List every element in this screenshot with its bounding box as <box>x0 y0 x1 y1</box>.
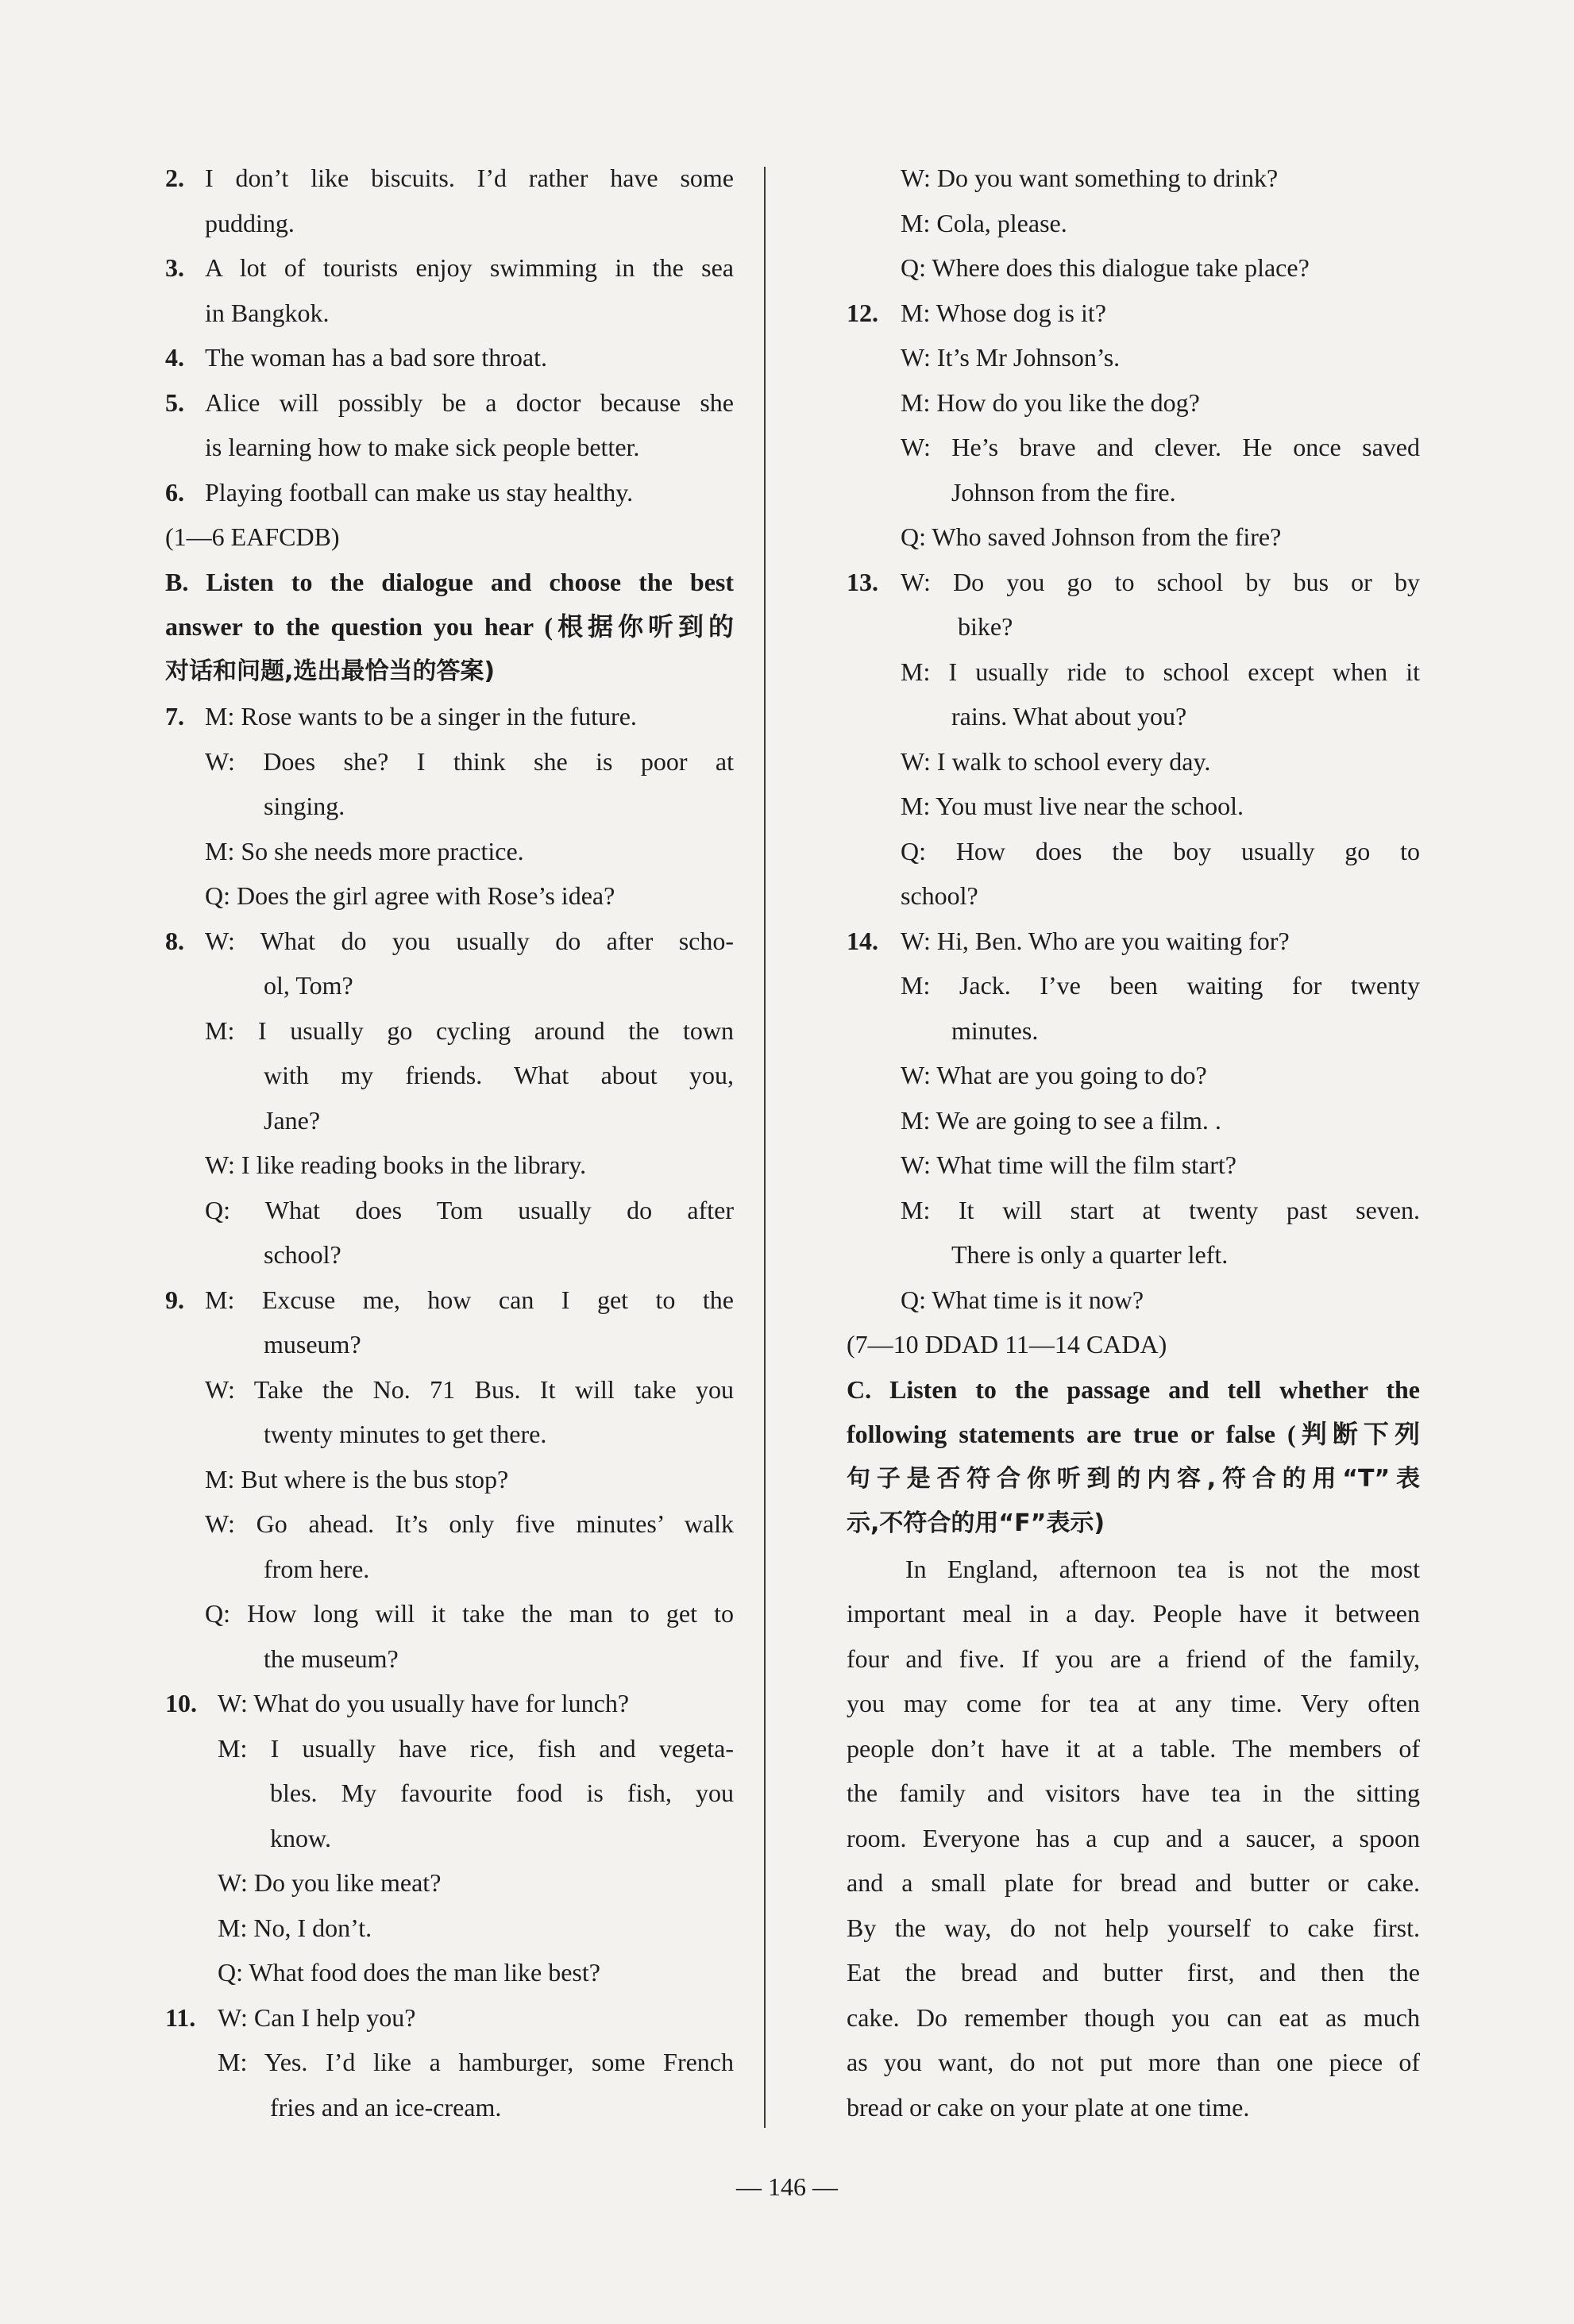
text-line <box>165 1098 734 1143</box>
question-number: 11. <box>165 2002 196 2032</box>
line-text: W: He’s brave and clever. He once saved <box>901 433 1420 461</box>
question-number: 14. <box>847 926 878 955</box>
text-line <box>847 1547 1420 1592</box>
text-line <box>847 1053 1420 1098</box>
text-line <box>847 1457 1420 1502</box>
line-text: There is only a quarter left. <box>951 1240 1229 1269</box>
line-text: B. Listen to the dialogue and choose the best <box>165 567 734 596</box>
line-text: from here. <box>264 1554 370 1583</box>
line-text: A lot of tourists enjoy swimming in the sea <box>205 253 734 282</box>
text-line <box>847 2085 1420 2130</box>
line-text: singing. <box>264 792 345 820</box>
text-line <box>165 380 734 426</box>
text-line <box>165 156 734 201</box>
line-text: Q: Where does this dialogue take place? <box>901 253 1310 282</box>
line-text: Q: How long will it take the man to get to <box>205 1599 734 1628</box>
text-line <box>847 1906 1420 1951</box>
text-line <box>165 1367 734 1413</box>
line-text: W: Hi, Ben. Who are you waiting for? <box>901 926 1290 955</box>
line-text: M: But where is the bus stop? <box>205 1464 509 1493</box>
line-text: know. <box>270 1823 332 1852</box>
text-line <box>847 1591 1420 1636</box>
line-text: people don’t have it at a table. The members of <box>847 1733 1420 1763</box>
line-text: 句子是否符合你听到的内容,符合的用“T”表 <box>847 1464 1420 1493</box>
line-text: answer to the question you hear (根据你听到的 <box>165 612 734 641</box>
line-text: Alice will possibly be a doctor because she <box>205 387 734 417</box>
line-text: (7—10 DDAD 11—14 CADA) <box>847 1330 1167 1359</box>
line-text: cake. Do remember though you can eat as much <box>847 2002 1420 2032</box>
text-line <box>165 1143 734 1188</box>
question-number: 2. <box>165 164 184 192</box>
line-text: M: How do you like the dog? <box>901 387 1200 417</box>
text-line <box>165 649 734 695</box>
text-line <box>165 470 734 515</box>
line-text: school? <box>901 881 978 910</box>
line-text: minutes. <box>951 1016 1039 1045</box>
line-text: the museum? <box>264 1644 399 1673</box>
line-text: pudding. <box>205 208 295 237</box>
line-text: museum? <box>264 1330 361 1359</box>
line-text: and a small plate for bread and butter or cake. <box>847 1868 1420 1897</box>
line-text: W: I walk to school every day. <box>901 746 1211 776</box>
text-line <box>847 1950 1420 1995</box>
line-text: M: I usually go cycling around the town <box>205 1016 734 1045</box>
question-number: 8. <box>165 926 184 955</box>
line-text: M: Rose wants to be a singer in the future. <box>205 702 637 730</box>
line-text: as you want, do not put more than one piece of <box>847 2048 1420 2076</box>
text-line <box>847 2040 1420 2085</box>
text-line <box>847 963 1420 1008</box>
line-text: Playing football can make us stay healthy. <box>205 477 634 507</box>
line-text: (1—6 EAFCDB) <box>165 522 340 551</box>
line-text: Johnson from the fire. <box>951 477 1176 507</box>
question-number: 4. <box>165 343 184 372</box>
text-line <box>847 919 1420 964</box>
text-line <box>847 739 1420 784</box>
text-line <box>847 1726 1420 1771</box>
line-text: W: Can I help you? <box>218 2002 416 2032</box>
line-text: M: It will start at twenty past seven. <box>901 1195 1420 1224</box>
line-text: bike? <box>958 612 1013 641</box>
text-line <box>165 1860 734 1906</box>
text-line <box>165 1322 734 1367</box>
text-line <box>165 245 734 291</box>
line-text: W: Take the No. 71 Bus. It will take you <box>205 1374 734 1404</box>
text-line <box>165 694 734 739</box>
text-line <box>847 694 1420 739</box>
line-text: the family and visitors have tea in the sitting <box>847 1779 1420 1807</box>
page-number: — 146 — <box>736 2172 838 2201</box>
question-number: 6. <box>165 477 184 507</box>
text-line <box>847 335 1420 380</box>
line-text: Q: What time is it now? <box>901 1285 1144 1314</box>
line-text: W: Go ahead. It’s only five minutes’ walk <box>205 1509 734 1538</box>
text-line <box>165 1950 734 1995</box>
line-text: M: Excuse me, how can I get to the <box>205 1285 734 1314</box>
line-text: C. Listen to the passage and tell whether the <box>847 1374 1420 1404</box>
text-line <box>165 1681 734 1726</box>
line-text: W: Does she? I think she is poor at <box>205 746 734 776</box>
line-text: Q: What does Tom usually do after <box>205 1195 734 1224</box>
text-line <box>847 1322 1420 1367</box>
line-text: M: Yes. I’d like a hamburger, some French <box>218 2048 734 2076</box>
line-text: By the way, do not help yourself to cake first. <box>847 1913 1420 1942</box>
text-line <box>847 1771 1420 1816</box>
line-text: M: I usually have rice, fish and vegeta- <box>218 1733 734 1763</box>
line-text: is learning how to make sick people better. <box>205 433 640 461</box>
text-line <box>847 245 1420 291</box>
question-number: 10. <box>165 1689 197 1717</box>
text-line <box>165 1457 734 1502</box>
line-text: W: What time will the film start? <box>901 1150 1236 1179</box>
text-line <box>165 1053 734 1098</box>
text-line <box>165 739 734 784</box>
text-line <box>847 470 1420 515</box>
text-line <box>847 1681 1420 1726</box>
line-text: M: We are going to see a film. . <box>901 1105 1221 1135</box>
question-number: 5. <box>165 387 184 417</box>
line-text: school? <box>264 1240 341 1269</box>
text-line <box>165 1008 734 1054</box>
text-line <box>165 1501 734 1547</box>
question-number: 7. <box>165 702 184 730</box>
text-line <box>165 1547 734 1592</box>
line-text: bread or cake on your plate at one time. <box>847 2092 1250 2122</box>
text-line <box>847 1098 1420 1143</box>
text-line <box>847 829 1420 874</box>
line-text: M: Whose dog is it? <box>901 298 1106 327</box>
line-text: with my friends. What about you, <box>264 1061 734 1089</box>
text-line <box>847 201 1420 246</box>
line-text: Eat the bread and butter first, and then the <box>847 1958 1420 1987</box>
text-line <box>165 1771 734 1816</box>
line-text: ol, Tom? <box>264 971 353 1000</box>
text-line <box>165 1591 734 1636</box>
line-text: Q: Does the girl agree with Rose’s idea? <box>205 881 615 910</box>
line-text: W: What do you usually have for lunch? <box>218 1689 630 1717</box>
text-line <box>165 784 734 829</box>
line-text: W: What are you going to do? <box>901 1061 1207 1089</box>
text-line <box>165 1816 734 1861</box>
line-text: Jane? <box>264 1105 321 1135</box>
text-line <box>165 873 734 919</box>
text-line <box>165 291 734 336</box>
line-text: W: What do you usually do after scho- <box>205 926 734 955</box>
text-line <box>165 1636 734 1682</box>
text-line <box>847 1008 1420 1054</box>
question-number: 9. <box>165 1285 184 1314</box>
text-line <box>847 1501 1420 1547</box>
line-text: W: Do you go to school by bus or by <box>901 567 1420 596</box>
text-line <box>165 2085 734 2130</box>
text-line <box>165 2040 734 2085</box>
question-number: 13. <box>847 567 878 596</box>
text-line <box>165 829 734 874</box>
text-line <box>847 604 1420 649</box>
text-line <box>847 1816 1420 1861</box>
text-line <box>847 560 1420 605</box>
line-text: W: Do you like meat? <box>218 1868 442 1897</box>
line-text: I don’t like biscuits. I’d rather have some <box>205 164 734 192</box>
text-line <box>847 1188 1420 1233</box>
text-line <box>847 1860 1420 1906</box>
line-text: W: It’s Mr Johnson’s. <box>901 343 1121 372</box>
line-text: Q: How does the boy usually go to <box>901 836 1420 865</box>
text-line <box>165 515 734 560</box>
line-text: twenty minutes to get there. <box>264 1420 547 1448</box>
line-text: four and five. If you are a friend of the family, <box>847 1644 1420 1673</box>
text-line <box>847 291 1420 336</box>
text-line <box>847 1412 1420 1457</box>
line-text: rains. What about you? <box>951 702 1187 730</box>
text-line <box>165 1412 734 1457</box>
line-text: W: I like reading books in the library. <box>205 1150 587 1179</box>
line-text: W: Do you want something to drink? <box>901 164 1279 192</box>
line-text: room. Everyone has a cup and a saucer, a spoon <box>847 1823 1420 1852</box>
line-text: bles. My favourite food is fish, you <box>270 1779 734 1807</box>
line-text: Q: What food does the man like best? <box>218 1958 600 1987</box>
line-text: you may come for tea at any time. Very often <box>847 1689 1420 1717</box>
text-line <box>165 963 734 1008</box>
text-line <box>165 201 734 246</box>
text-line <box>847 1636 1420 1682</box>
text-line <box>847 1995 1420 2041</box>
text-line <box>847 1232 1420 1278</box>
line-text: Q: Who saved Johnson from the fire? <box>901 522 1282 551</box>
text-line <box>847 649 1420 695</box>
line-text: M: Jack. I’ve been waiting for twenty <box>901 971 1420 1000</box>
text-line <box>847 156 1420 201</box>
line-text: M: You must live near the school. <box>901 792 1244 820</box>
text-line <box>165 604 734 649</box>
text-line <box>165 1232 734 1278</box>
text-line <box>165 919 734 964</box>
left-column <box>165 156 734 2129</box>
text-line <box>847 1367 1420 1413</box>
text-line <box>165 1726 734 1771</box>
text-line <box>165 1995 734 2041</box>
text-line <box>165 425 734 470</box>
text-line <box>165 1278 734 1323</box>
line-text: M: No, I don’t. <box>218 1913 372 1942</box>
line-text: fries and an ice-cream. <box>270 2092 502 2122</box>
right-column <box>847 156 1420 2129</box>
line-text: M: So she needs more practice. <box>205 836 524 865</box>
line-text: M: Cola, please. <box>901 208 1067 237</box>
line-text: following statements are true or false (判断下列 <box>847 1420 1420 1448</box>
question-number: 12. <box>847 298 878 327</box>
text-line <box>847 380 1420 426</box>
text-line <box>847 515 1420 560</box>
line-text: In England, afternoon tea is not the most <box>905 1554 1420 1583</box>
line-text: important meal in a day. People have it between <box>847 1599 1420 1628</box>
line-text: M: I usually ride to school except when it <box>901 657 1420 686</box>
text-line <box>165 335 734 380</box>
line-text: 对话和问题,选出最恰当的答案) <box>165 657 496 685</box>
question-number: 3. <box>165 253 184 282</box>
line-text: in Bangkok. <box>205 298 330 327</box>
text-line <box>165 1906 734 1951</box>
text-line <box>165 1188 734 1233</box>
text-line <box>847 784 1420 829</box>
column-divider <box>764 167 766 2128</box>
text-line <box>847 1278 1420 1323</box>
line-text: 示,不符合的用“F”表示) <box>847 1509 1105 1537</box>
text-line <box>847 873 1420 919</box>
text-line <box>847 1143 1420 1188</box>
line-text: The woman has a bad sore throat. <box>205 343 547 372</box>
text-line <box>165 560 734 605</box>
text-line <box>847 425 1420 470</box>
